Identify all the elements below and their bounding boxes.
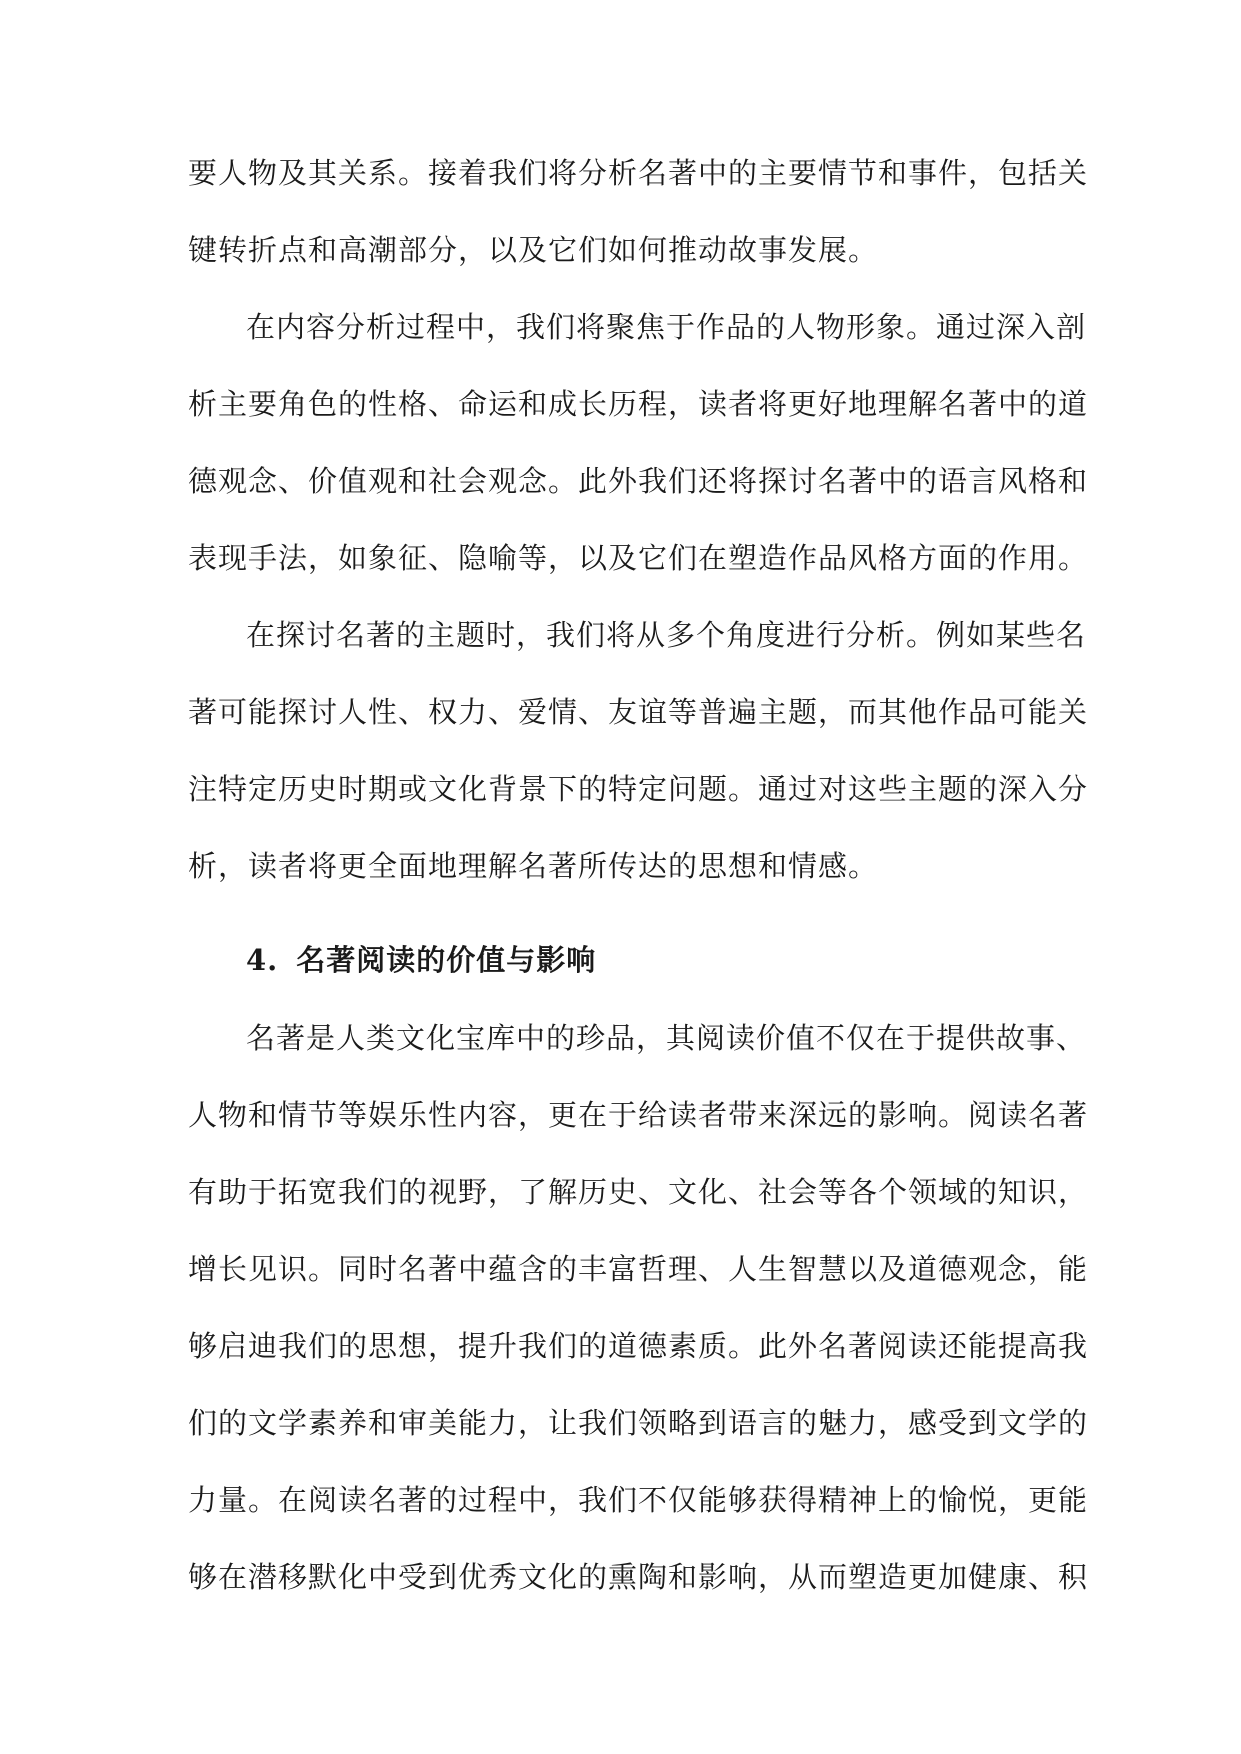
text-line: 析主要角色的性格、命运和成长历程，读者将更好地理解名著中的道 [188,387,1089,421]
section-title: 名著阅读的价值与影响 [296,943,597,977]
text-line: 德观念、价值观和社会观念。此外我们还将探讨名著中的语言风格和 [188,464,1089,498]
text-line: 有助于拓宽我们的视野，了解历史、文化、社会等各个领域的知识， [188,1175,1089,1209]
text-line: 力量。在阅读名著的过程中，我们不仅能够获得精神上的愉悦，更能 [188,1483,1089,1517]
section-heading [246,930,596,990]
text-line: 要人物及其关系。接着我们将分析名著中的主要情节和事件，包括关 [188,156,1089,190]
text-line: 够启迪我们的思想，提升我们的道德素质。此外名著阅读还能提高我 [188,1329,1089,1363]
paragraph-first-line: 名著是人类文化宝库中的珍品，其阅读价值不仅在于提供故事、 [246,1021,1087,1055]
body-text-section-3 [188,135,1089,905]
text-line: 表现手法，如象征、隐喻等，以及它们在塑造作品风格方面的作用。 [188,541,1089,575]
text-line: 够在潜移默化中受到优秀文化的熏陶和影响，从而塑造更加健康、积 [188,1560,1089,1594]
paragraph-first-line: 在探讨名著的主题时，我们将从多个角度进行分析。例如某些名 [246,618,1087,652]
text-line: 著可能探讨人性、权力、爱情、友谊等普遍主题，而其他作品可能关 [188,695,1089,729]
text-line: 增长见识。同时名著中蕴含的丰富哲理、人生智慧以及道德观念，能 [188,1252,1089,1286]
section-number: 4. [246,943,279,977]
text-line: 析，读者将更全面地理解名著所传达的思想和情感。 [188,849,879,883]
text-line: 们的文学素养和审美能力，让我们领略到语言的魅力，感受到文学的 [188,1406,1089,1440]
body-text-section-4 [188,1000,1089,1616]
paragraph-first-line: 在内容分析过程中，我们将聚焦于作品的人物形象。通过深入剖 [246,310,1087,344]
text-line: 键转折点和高潮部分，以及它们如何推动故事发展。 [188,233,879,267]
text-line: 人物和情节等娱乐性内容，更在于给读者带来深远的影响。阅读名著 [188,1098,1089,1132]
text-line: 注特定历史时期或文化背景下的特定问题。通过对这些主题的深入分 [188,772,1089,806]
